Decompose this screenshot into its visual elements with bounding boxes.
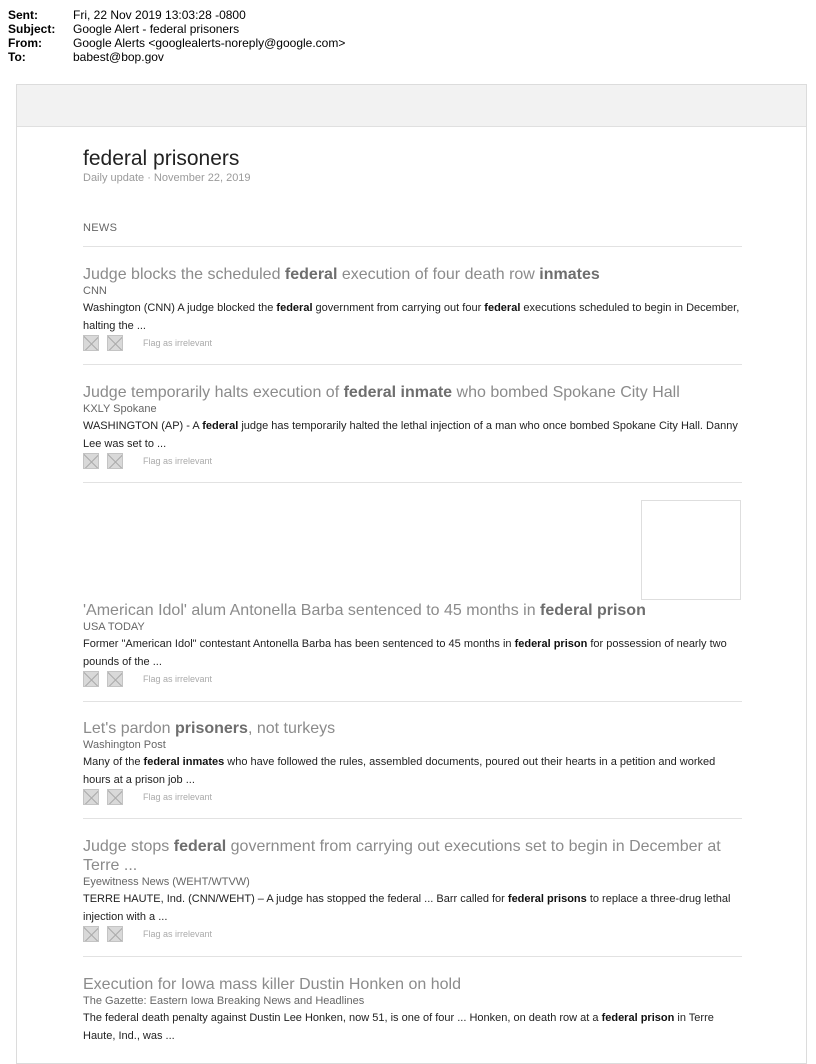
share-image-icon[interactable]	[107, 453, 123, 469]
article-title-run: prisoners	[175, 720, 248, 737]
flag-irrelevant-link[interactable]: Flag as irrelevant	[143, 929, 213, 939]
article-snippet-run: judge has temporarily halted the lethal injection of a man who once bombed Spokane City Hall. Danny Lee was set to ...	[83, 420, 738, 450]
sent-value: Fri, 22 Nov 2019 13:03:28 -0800	[73, 8, 246, 22]
article-title-run: federal inmate	[343, 384, 453, 401]
article-source: CNN	[83, 285, 107, 297]
article-item	[83, 837, 743, 942]
article-snippet-run: federal	[276, 302, 313, 314]
article-snippet-run: Many of the	[83, 756, 144, 768]
article-snippet-run: Former "American Idol" contestant Antonella Barba has been sentenced to 45 months in	[83, 638, 515, 650]
alert-frame	[16, 84, 807, 1064]
share-image-icon[interactable]	[83, 926, 99, 942]
share-image-icon[interactable]	[83, 789, 99, 805]
subject-value: Google Alert - federal prisoners	[73, 22, 240, 36]
sent-label: Sent:	[8, 8, 38, 22]
article-snippet-run: federal	[484, 302, 521, 314]
article-actions	[83, 671, 743, 687]
article-snippet-run: executions scheduled to begin in December, halting the ...	[83, 302, 740, 332]
flag-irrelevant-link[interactable]: Flag as irrelevant	[143, 792, 213, 802]
to-label: To:	[8, 50, 26, 64]
alert-title: federal prisoners	[83, 147, 240, 170]
article-source: Washington Post	[83, 739, 166, 751]
article-actions	[83, 926, 743, 942]
article-source: Eyewitness News (WEHT/WTVW)	[83, 876, 250, 888]
from-label: From:	[8, 36, 42, 50]
article-title-run: government from carrying out executions set to begin in December at Terre ...	[83, 838, 721, 874]
flag-irrelevant-link[interactable]: Flag as irrelevant	[143, 456, 213, 466]
article-divider	[83, 482, 742, 483]
article-title-run: Let's pardon	[83, 720, 176, 737]
article-actions	[83, 335, 743, 351]
article-title-link[interactable]	[83, 265, 743, 284]
article-item	[83, 265, 743, 351]
article-source: The Gazette: Eastern Iowa Breaking News and Headlines	[83, 995, 365, 1007]
article-item	[83, 975, 743, 1045]
article-actions	[83, 453, 743, 469]
section-divider	[83, 246, 742, 247]
alert-top-bar	[17, 85, 806, 127]
flag-irrelevant-link[interactable]: Flag as irrelevant	[143, 338, 213, 348]
article-title-run: inmates	[539, 266, 600, 283]
article-title-run: Judge blocks the scheduled	[83, 266, 285, 283]
article-item	[83, 719, 743, 805]
article-title-run: who bombed Spokane City Hall	[452, 384, 680, 401]
article-divider	[83, 701, 742, 702]
share-image-icon[interactable]	[107, 789, 123, 805]
article-snippet-run: federal prison	[514, 638, 588, 650]
article-snippet-run: The federal death penalty against Dustin Lee Honken, now 51, is one of four ... Honken, on death row at a	[83, 1012, 602, 1024]
article-title-run: , not turkeys	[247, 720, 336, 737]
article-title-run: Judge stops	[83, 838, 174, 855]
article-title-link[interactable]	[83, 383, 743, 402]
article-snippet-run: to replace a three-drug lethal injection with a ...	[83, 893, 731, 923]
article-snippet	[83, 299, 743, 335]
article-snippet-run: TERRE HAUTE, Ind. (CNN/WEHT) – A judge has stopped the federal ... Barr called for	[83, 893, 508, 905]
article-divider	[83, 364, 742, 365]
article-snippet-run: Washington (CNN) A judge blocked the	[83, 302, 277, 314]
article-snippet-run: for possession of nearly two pounds of the ...	[83, 638, 727, 668]
article-snippet-run: federal prison	[601, 1012, 675, 1024]
section-heading: NEWS	[83, 222, 118, 234]
article-title-run: Judge temporarily halts execution of	[83, 384, 344, 401]
article-snippet	[83, 417, 743, 453]
article-snippet-run: who have followed the rules, assembled documents, poured out their hearts in a petition and worked hours at a prison job ...	[83, 756, 716, 786]
article-snippet-run: federal inmates	[143, 756, 225, 768]
article-title-run: execution of four death row	[337, 266, 540, 283]
article-snippet	[83, 890, 743, 926]
article-snippet	[83, 1009, 743, 1045]
article-title-run: 'American Idol' alum Antonella Barba sentenced to 45 months in	[83, 602, 541, 619]
article-snippet-run: government from carrying out four	[312, 302, 485, 314]
flag-irrelevant-link[interactable]: Flag as irrelevant	[143, 674, 213, 684]
article-divider	[83, 818, 742, 819]
article-divider	[83, 956, 742, 957]
article-thumbnail-placeholder	[641, 500, 741, 600]
article-title-run: federal prison	[540, 602, 646, 619]
alert-subtitle: Daily update · November 22, 2019	[83, 172, 251, 184]
article-snippet	[83, 753, 743, 789]
article-source: USA TODAY	[83, 621, 145, 633]
article-snippet-run: WASHINGTON (AP) - A	[83, 420, 203, 432]
from-value: Google Alerts <googlealerts-noreply@google.com>	[73, 36, 346, 50]
article-title-link[interactable]	[83, 975, 743, 994]
share-image-icon[interactable]	[107, 335, 123, 351]
article-snippet-run: federal	[202, 420, 239, 432]
article-item	[83, 383, 743, 469]
subject-label: Subject:	[8, 22, 56, 36]
article-title-run: federal	[284, 266, 338, 283]
share-image-icon[interactable]	[83, 453, 99, 469]
share-image-icon[interactable]	[83, 335, 99, 351]
article-snippet	[83, 635, 743, 671]
article-title-link[interactable]	[83, 837, 743, 875]
article-title-run: Execution for Iowa mass killer Dustin Honken on hold	[83, 976, 461, 993]
article-title-link[interactable]	[83, 601, 743, 620]
article-title-run: federal	[173, 838, 227, 855]
article-snippet-run: federal prisons	[507, 893, 587, 905]
share-image-icon[interactable]	[107, 926, 123, 942]
article-title-link[interactable]	[83, 719, 743, 738]
share-image-icon[interactable]	[83, 671, 99, 687]
share-image-icon[interactable]	[107, 671, 123, 687]
article-snippet-run: in Terre Haute, Ind., was ...	[83, 1012, 714, 1042]
article-item	[83, 601, 743, 687]
article-source: KXLY Spokane	[83, 403, 157, 415]
article-actions	[83, 789, 743, 805]
email-header	[8, 8, 345, 64]
to-value: babest@bop.gov	[73, 50, 164, 64]
